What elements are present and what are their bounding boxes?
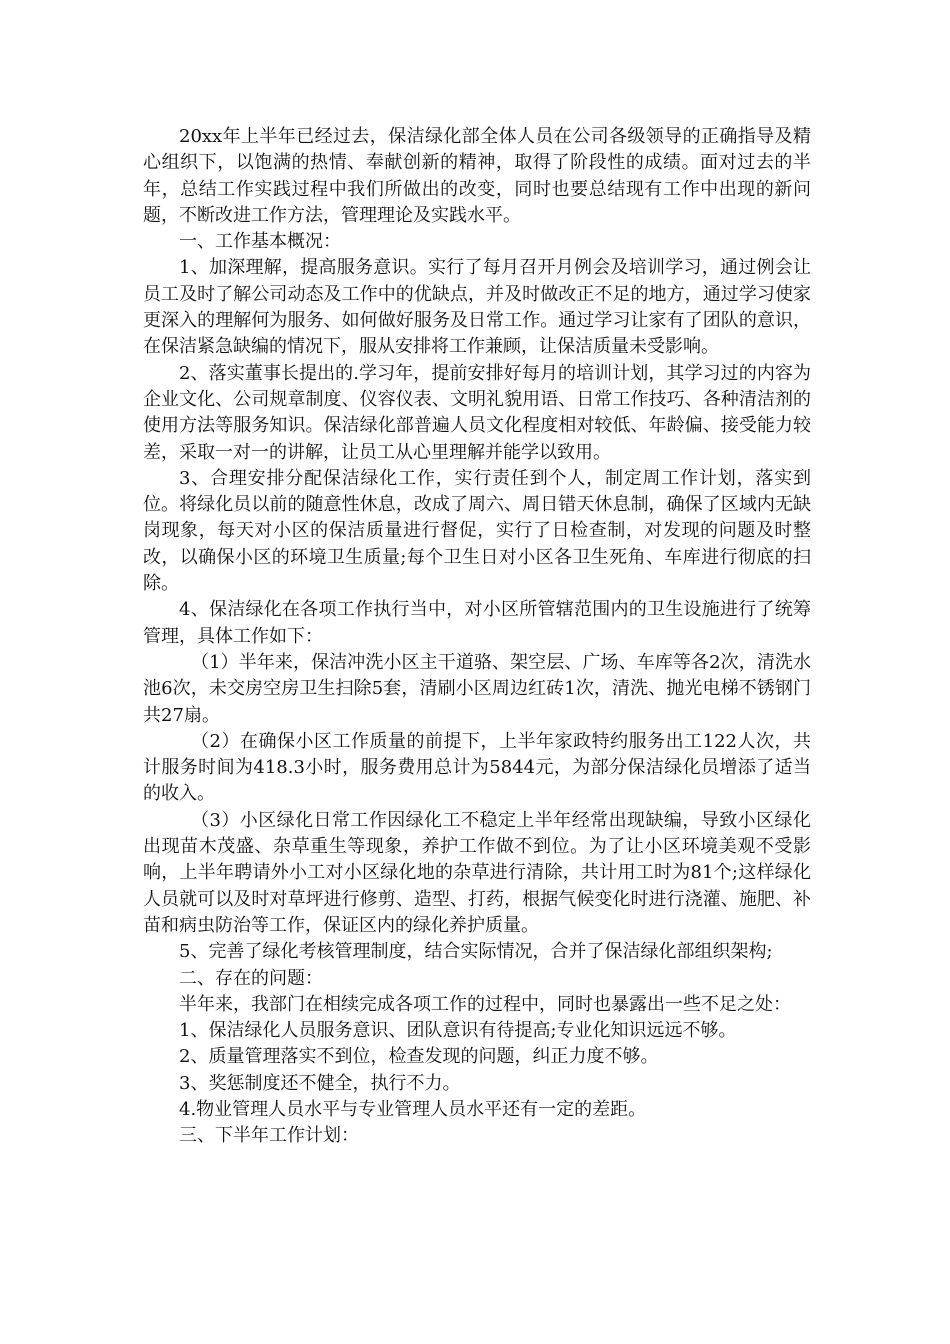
list-item-3: 3、合理安排分配保洁绿化工作，实行责任到个人，制定周工作计划，落实到位。将绿化员以前的随意性休息，改成了周六、周日错天休息制，确保了区域内无缺岗现象，每天对小区的保洁质量进行督促，实行了日检查制，对发现的问题及时整改，以确保小区的环境卫生质量;每个卫生日对小区各卫生死角、车库进行彻底的扫除。 [143, 467, 811, 595]
problem-item-4: 4.物业管理人员水平与专业管理人员水平还有一定的差距。 [179, 1098, 647, 1120]
section-heading-problems: 二、存在的问题： [179, 967, 323, 989]
problem-item-3: 3、奖惩制度还不健全，执行不力。 [179, 1072, 461, 1094]
section-heading-overview: 一、工作基本概况： [179, 231, 341, 253]
intro-paragraph: 20xx年上半年已经过去，保洁绿化部全体人员在公司各级领导的正确指导及精心组织下，以饱满的热情、奉献创新的精神，取得了阶段性的成绩。面对过去的半年，总结工作实践过程中我们所做出的改变，同时也要总结现有工作中出现的新问题，不断改进工作方法，管理理论及实践水平。 [143, 126, 811, 226]
list-item-5: 5、完善了绿化考核管理制度，结合实际情况，合并了保洁绿化部组织架构; [179, 941, 773, 963]
problem-item-2: 2、质量管理落实不到位，检查发现的问题，纠正力度不够。 [179, 1046, 659, 1068]
list-item-4: 4、保洁绿化在各项工作执行当中，对小区所管辖范围内的卫生设施进行了统筹管理，具体工作如下： [143, 599, 811, 647]
sub-item-3: （3）小区绿化日常工作因绿化工不稳定上半年经常出现缺编，导致小区绿化出现苗木茂盛、杂草重生等现象，养护工作做不到位。为了让小区环境美观不受影响，上半年聘请外小工对小区绿化地的杂草进行清除，共计用工时为81个;这样绿化人员就可以及时对草坪进行修剪、造型、打药，根据气候变化时进行浇灌、施肥、补苗和病虫防治等工作，保证区内的绿化养护质量。 [143, 809, 811, 936]
problems-intro: 半年来，我部门在相续完成各项工作的过程中，同时也暴露出一些不足之处： [179, 993, 791, 1015]
sub-item-2: （2）在确保小区工作质量的前提下，上半年家政特约服务出工122人次，共计服务时间为418.3小时，服务费用总计为5844元，为部分保洁绿化员增添了适当的收入。 [143, 730, 811, 805]
problem-item-1: 1、保洁绿化人员服务意识、团队意识有待提高;专业化知识远远不够。 [179, 1020, 737, 1042]
section-heading-plan: 三、下半年工作计划： [179, 1125, 359, 1147]
sub-item-1: （1）半年来，保洁冲洗小区主干道骆、架空层、广场、车库等各2次，清洗水池6次，未交房空房卫生扫除5套，清刷小区周边红砖1次，清洗、抛光电梯不锈钢门共27扇。 [143, 651, 811, 726]
document-body [143, 124, 811, 1150]
list-item-2: 2、落实董事长提出的.学习年，提前安排好每月的培训计划，其学习过的内容为企业文化、公司规章制度、仪容仪表、文明礼貌用语、日常工作技巧、各种清洁剂的使用方法等服务知识。保洁绿化部普遍人员文化程度相对较低、年龄偏、接受能力较差，采取一对一的讲解，让员工从心里理解并能学以致用。 [143, 362, 811, 463]
list-item-1: 1、加深理解，提高服务意识。实行了每月召开月例会及培训学习，通过例会让员工及时了解公司动态及工作中的优缺点，并及时做改正不足的地方，通过学习使家更深入的理解何为服务、如何做好服务及日常工作。通过学习让家有了团队的意识，在保洁紧急缺编的情况下，服从安排将工作兼顾，让保洁质量未受影响。 [143, 257, 811, 358]
